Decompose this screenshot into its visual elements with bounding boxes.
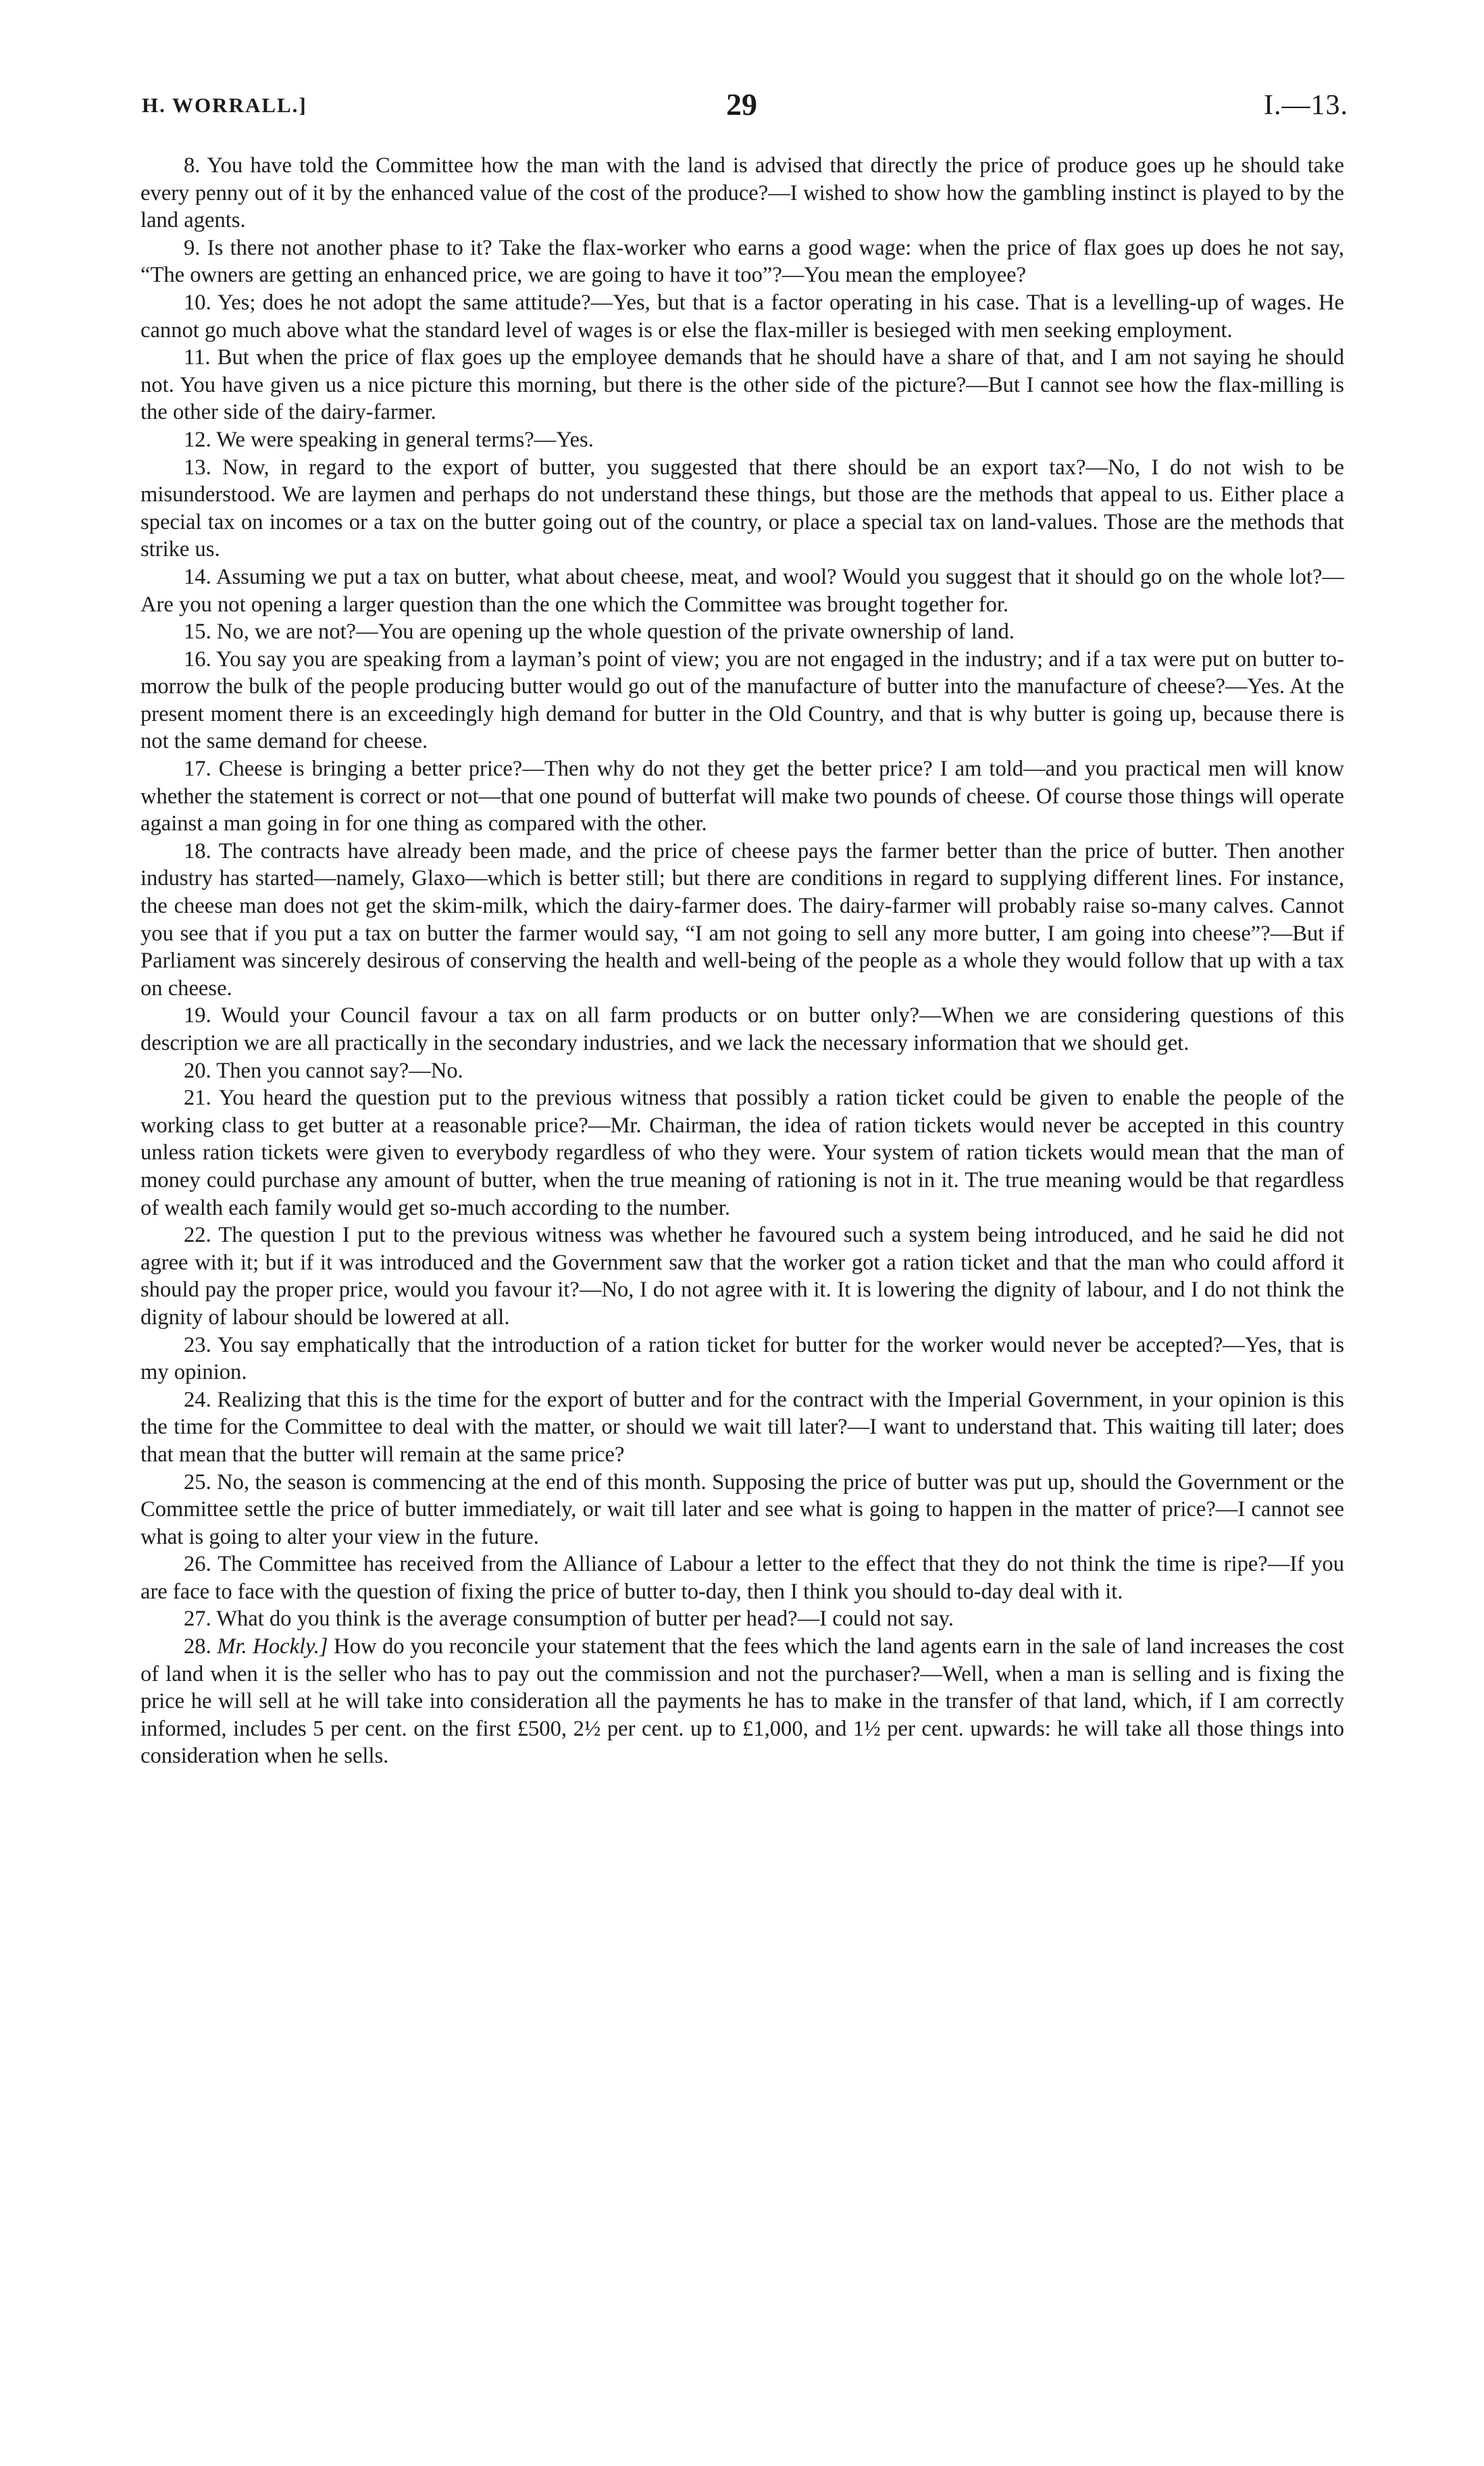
paragraph-text: What do you think is the average consumption of butter per head?—I could not say.	[216, 1607, 954, 1632]
question-paragraph	[140, 563, 1344, 618]
question-paragraph	[140, 234, 1344, 289]
paragraph-text: You heard the question put to the previous witness that possibly a ration ticket could be given to enable the people of the working class to get butter at a reasonable price?—Mr. Chairman, the idea of ration tickets would never be accepted in this country unless ration tickets were given to everybody regardless of who they were. Your system of ration tickets would mean that the man of money could purchase any amount of butter, when the true meaning of rationing is not in it. The true meaning would be that regardless of wealth each family would get so-much according to the number.	[140, 1086, 1344, 1220]
question-paragraph	[140, 1551, 1344, 1605]
evidence-text	[140, 152, 1344, 1770]
paragraph-text: The contracts have already been made, and the price of cheese pays the farmer better than the price of butter. Then another industry has started—namely, Glaxo—which is better still; but there are conditions in regard to supplying different lines. For instance, the cheese man does not get the skim-milk, which the dairy-farmer does. The dairy-farmer will probably raise so-many calves. Cannot you see that if you put a tax on butter the farmer would say, “I am not going to sell any more butter, I am going into cheese”?—But if Parliament was sincerely desirous of conserving the health and well-being of the people as a whole they would follow that up with a tax on cheese.	[140, 838, 1345, 1001]
question-paragraph	[140, 1633, 1344, 1770]
question-number: 22.	[184, 1223, 211, 1248]
question-paragraph	[140, 618, 1344, 646]
paragraph-text: Would your Council favour a tax on all farm products or on butter only?—When we are considering questions of this description we are all practically in the secondary industries, and we lack the necessary information that we should get.	[140, 1003, 1344, 1055]
question-paragraph	[140, 1057, 1344, 1085]
question-number: 14.	[184, 564, 211, 589]
question-number: 16.	[184, 647, 211, 672]
question-number: 25.	[184, 1469, 211, 1494]
question-paragraph	[140, 1332, 1344, 1386]
paragraph-text: Now, in regard to the export of butter, you suggested that there should be an export tax?—No, I do not wish to be misunderstood. We are laymen and perhaps do not understand these things, but those are the methods that appeal to us. Either place a special tax on incomes or a tax on the butter going out of the country, or place a special tax on land-values. Those are the methods that strike us.	[140, 455, 1344, 562]
question-paragraph	[140, 1002, 1344, 1057]
question-number: 21.	[184, 1086, 211, 1111]
paragraph-text: The question I put to the previous witness was whether he favoured such a system being introduced, and he said he did not agree with it; but if it was introduced and the Government saw that the worker got a ration ticket and that the man who could afford it should pay the proper price, would you favour it?—No, I do not agree with it. It is lowering the dignity of labour, and I do not think the dignity of labour should be lowered at all.	[140, 1223, 1345, 1330]
question-paragraph	[140, 152, 1344, 234]
question-paragraph	[140, 1605, 1344, 1633]
question-number: 15.	[184, 620, 211, 645]
question-paragraph	[140, 289, 1344, 344]
question-paragraph	[140, 646, 1344, 755]
running-head	[135, 86, 1348, 127]
question-number: 28.	[184, 1634, 211, 1659]
question-paragraph	[140, 1084, 1344, 1222]
question-paragraph	[140, 755, 1344, 838]
question-number: 19.	[184, 1003, 211, 1028]
paper-reference: I.—13.	[1264, 90, 1348, 121]
question-number: 20.	[184, 1058, 211, 1083]
speaker-name: Mr. Hockly.]	[217, 1634, 328, 1659]
paragraph-text: Then you cannot say?—No.	[216, 1058, 463, 1083]
paragraph-text: But when the price of flax goes up the employee demands that he should have a share of that, and I am not saying he should not. You have given us a nice picture this morning, but there is the other side of the picture?—But I cannot see how the flax-milling is the other side of the dairy-farmer.	[140, 345, 1344, 425]
paragraph-text: Realizing that this is the time for the export of butter and for the contract with the Imperial Government, in your opinion is this the time for the Committee to deal with the matter, or should we wait till later?—I want to understand that. This waiting till later; does that mean that the butter will remain at the same price?	[140, 1387, 1344, 1467]
question-number: 10.	[184, 290, 211, 315]
question-paragraph	[140, 1386, 1344, 1469]
question-number: 9.	[184, 235, 201, 260]
question-number: 12.	[184, 427, 211, 452]
question-number: 11.	[184, 345, 211, 370]
witness-name: H. WORRALL.]	[142, 93, 307, 117]
question-number: 26.	[184, 1552, 211, 1577]
question-paragraph	[140, 1469, 1344, 1551]
question-number: 13.	[184, 455, 211, 480]
paragraph-text: The Committee has received from the Alliance of Labour a letter to the effect that they do not think the time is ripe?—If you are face to face with the question of fixing the price of butter to-day, then I think you should to-day deal with it.	[140, 1552, 1344, 1604]
paragraph-text: You say emphatically that the introduction of a ration ticket for butter for the worker would never be accepted?—Yes, that is my opinion.	[140, 1332, 1345, 1385]
question-paragraph	[140, 454, 1344, 563]
question-number: 17.	[184, 757, 211, 782]
paragraph-text: No, we are not?—You are opening up the whole question of the private ownership of land.	[216, 620, 1015, 645]
paragraph-text: You have told the Committee how the man with the land is advised that directly the price of produce goes up he should take every penny out of it by the enhanced value of the cost of the produce?—I wished to show how the gambling instinct is played to by the land agents.	[140, 153, 1344, 233]
question-paragraph	[140, 344, 1344, 426]
paragraph-text: No, the season is commencing at the end of this month. Supposing the price of butter was put up, should the Government or the Committee settle the price of butter immediately, or wait till later and see what is going to happen in the matter of price?—I cannot see what is going to alter your view in the future.	[140, 1469, 1344, 1549]
paragraph-text: Is there not another phase to it? Take the flax-worker who earns a good wage: when the price of flax goes up does he not say, “The owners are getting an enhanced price, we are going to have it too”?—You mean the employee?	[140, 235, 1344, 288]
paragraph-text: Assuming we put a tax on butter, what about cheese, meat, and wool? Would you suggest that it should go on the whole lot?—Are you not opening a larger question than the one which the Committee was brought together for.	[140, 564, 1344, 617]
question-number: 18.	[184, 838, 211, 863]
question-paragraph	[140, 426, 1344, 454]
question-number: 23.	[184, 1332, 211, 1357]
question-paragraph	[140, 838, 1344, 1003]
question-number: 27.	[184, 1607, 211, 1632]
paragraph-text: Cheese is bringing a better price?—Then why do not they get the better price? I am told—and you practical men will know whether the statement is correct or not—that one pound of butterfat will make two pounds of cheese. Of course those things will operate against a man going in for one thing as compared with the other.	[140, 757, 1344, 836]
paragraph-text: Yes; does he not adopt the same attitude?—Yes, but that is a factor operating in his case. That is a levelling-up of wages. He cannot go much above what the standard level of wages is or else the flax-miller is besieged with men seeking employment.	[140, 290, 1344, 343]
paragraph-text: You say you are speaking from a layman’s point of view; you are not engaged in the industry; and if a tax were put on butter to-morrow the bulk of the people producing butter would go out of the manufacture of butter into the manufacture of cheese?—Yes. At the present moment there is an exceedingly high demand for butter in the Old Country, and that is why butter is going up, because there is not the same demand for cheese.	[140, 647, 1345, 754]
question-paragraph	[140, 1222, 1344, 1331]
paragraph-text: How do you reconcile your statement that the fees which the land agents earn in the sale of land increases the cost of land when it is the seller who has to pay out the commission and not the purchaser?—Well, when a man is selling and is fixing the price he will sell at he will take into consideration all the payments he has to make in the transfer of that land, which, if I am correctly informed, includes 5 per cent. on the first £500, 2½ per cent. up to £1,000, and 1½ per cent. upwards: he will take all those things into consideration when he sells.	[140, 1634, 1344, 1769]
question-number: 24.	[184, 1387, 211, 1412]
question-number: 8.	[184, 153, 201, 178]
paragraph-text: We were speaking in general terms?—Yes.	[216, 427, 594, 452]
page-number: 29	[726, 87, 757, 122]
